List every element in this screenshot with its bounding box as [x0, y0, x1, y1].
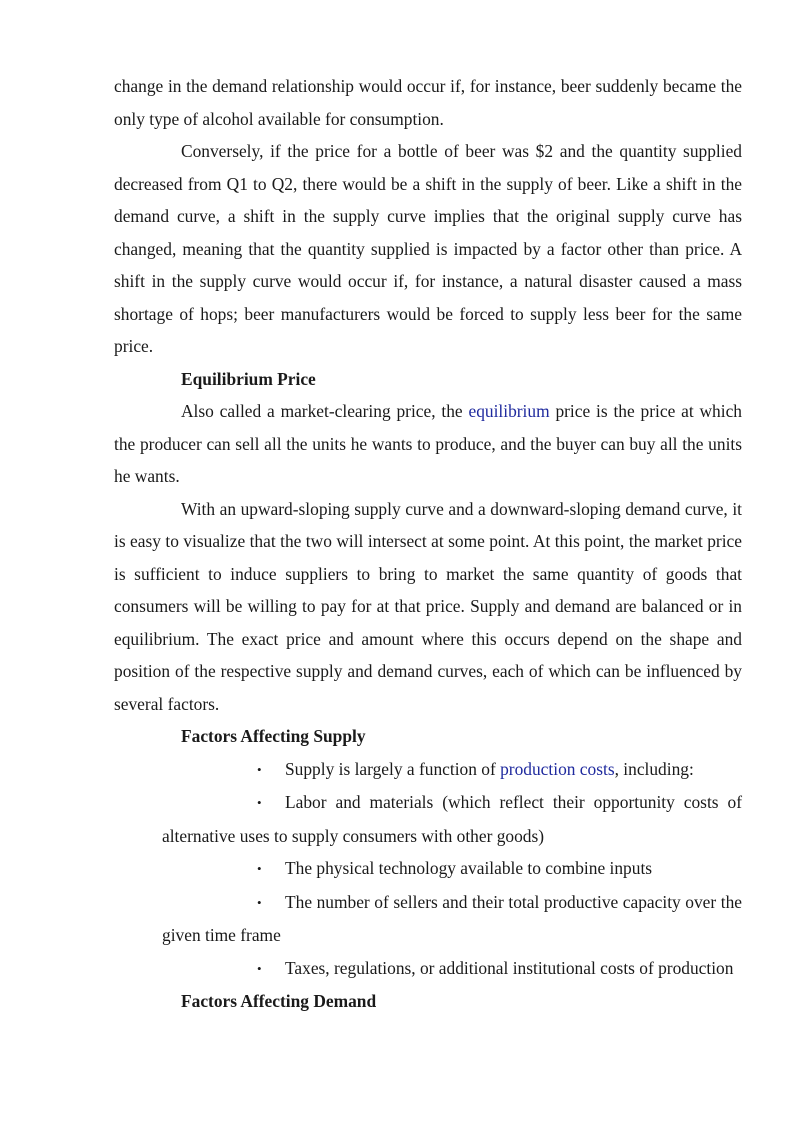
bullet-icon: •	[257, 960, 262, 976]
heading-factors-demand: Factors Affecting Demand	[181, 991, 377, 1011]
paragraph-equilibrium-definition	[114, 395, 742, 493]
paragraph-supply-shift: Conversely, if the price for a bottle of beer was $2 and the quantity supplied decreased from Q1 to Q2, there would be a shift in the supply of beer. Like a shift in the demand curve, a shift in the supply curve implies that the original supply curve has changed, meaning that the quantity supplied is impacted by a factor other than price. A shift in the supply curve would occur if, for instance, a natural disaster caused a mass shortage of hops; beer manufacturers would be forced to supply less beer for the same price.	[114, 141, 742, 356]
document-page	[114, 70, 742, 1018]
bullet-icon: •	[257, 894, 262, 910]
equilibrium-text-before: Also called a market-clearing price, the	[181, 401, 469, 421]
heading-factors-supply: Factors Affecting Supply	[181, 726, 366, 746]
bullet-item-labor-materials	[114, 786, 742, 852]
bullet-item-taxes	[114, 952, 742, 986]
production-costs-link[interactable]: production costs	[500, 758, 615, 779]
bullet-item-technology	[114, 852, 742, 886]
bullet-text-before: Supply is largely a function of	[285, 758, 501, 779]
bullet-item-sellers	[114, 886, 742, 952]
bullet-item-production-costs	[114, 753, 742, 787]
bullet-text: Labor and materials (which reflect their opportunity costs of alternative uses to supply consumers with other goods)	[162, 792, 742, 846]
bullet-icon: •	[257, 761, 262, 777]
equilibrium-text-after: price is the price at which the producer can sell all the units he wants to produce, and the buyer can buy all the units he wants.	[114, 401, 742, 486]
heading-equilibrium-price: Equilibrium Price	[181, 368, 316, 389]
bullet-icon: •	[257, 861, 262, 876]
bullet-text-after: , including:	[614, 758, 694, 779]
equilibrium-link[interactable]: equilibrium	[468, 401, 550, 421]
bullet-text: The number of sellers and their total productive capacity over the given time frame	[162, 891, 742, 945]
paragraph-demand-change: change in the demand relationship would occur if, for instance, beer suddenly became the only type of alcohol available for consumption.	[114, 76, 742, 129]
bullet-text: The physical technology available to combine inputs	[285, 858, 653, 878]
paragraph-curves-intersect: With an upward-sloping supply curve and a downward-sloping demand curve, it is easy to visualize that the two will intersect at some point. At this point, the market price is sufficient to induce suppliers to bring to market the same quantity of goods that consumers will be willing to pay for at that price. Supply and demand are balanced or in equilibrium. The exact price and amount where this occurs depend on the shape and position of the respective supply and demand curves, each of which can be influenced by several factors.	[114, 498, 742, 714]
bullet-icon: •	[257, 795, 262, 810]
bullet-text: Taxes, regulations, or additional institutional costs of production	[285, 957, 734, 978]
